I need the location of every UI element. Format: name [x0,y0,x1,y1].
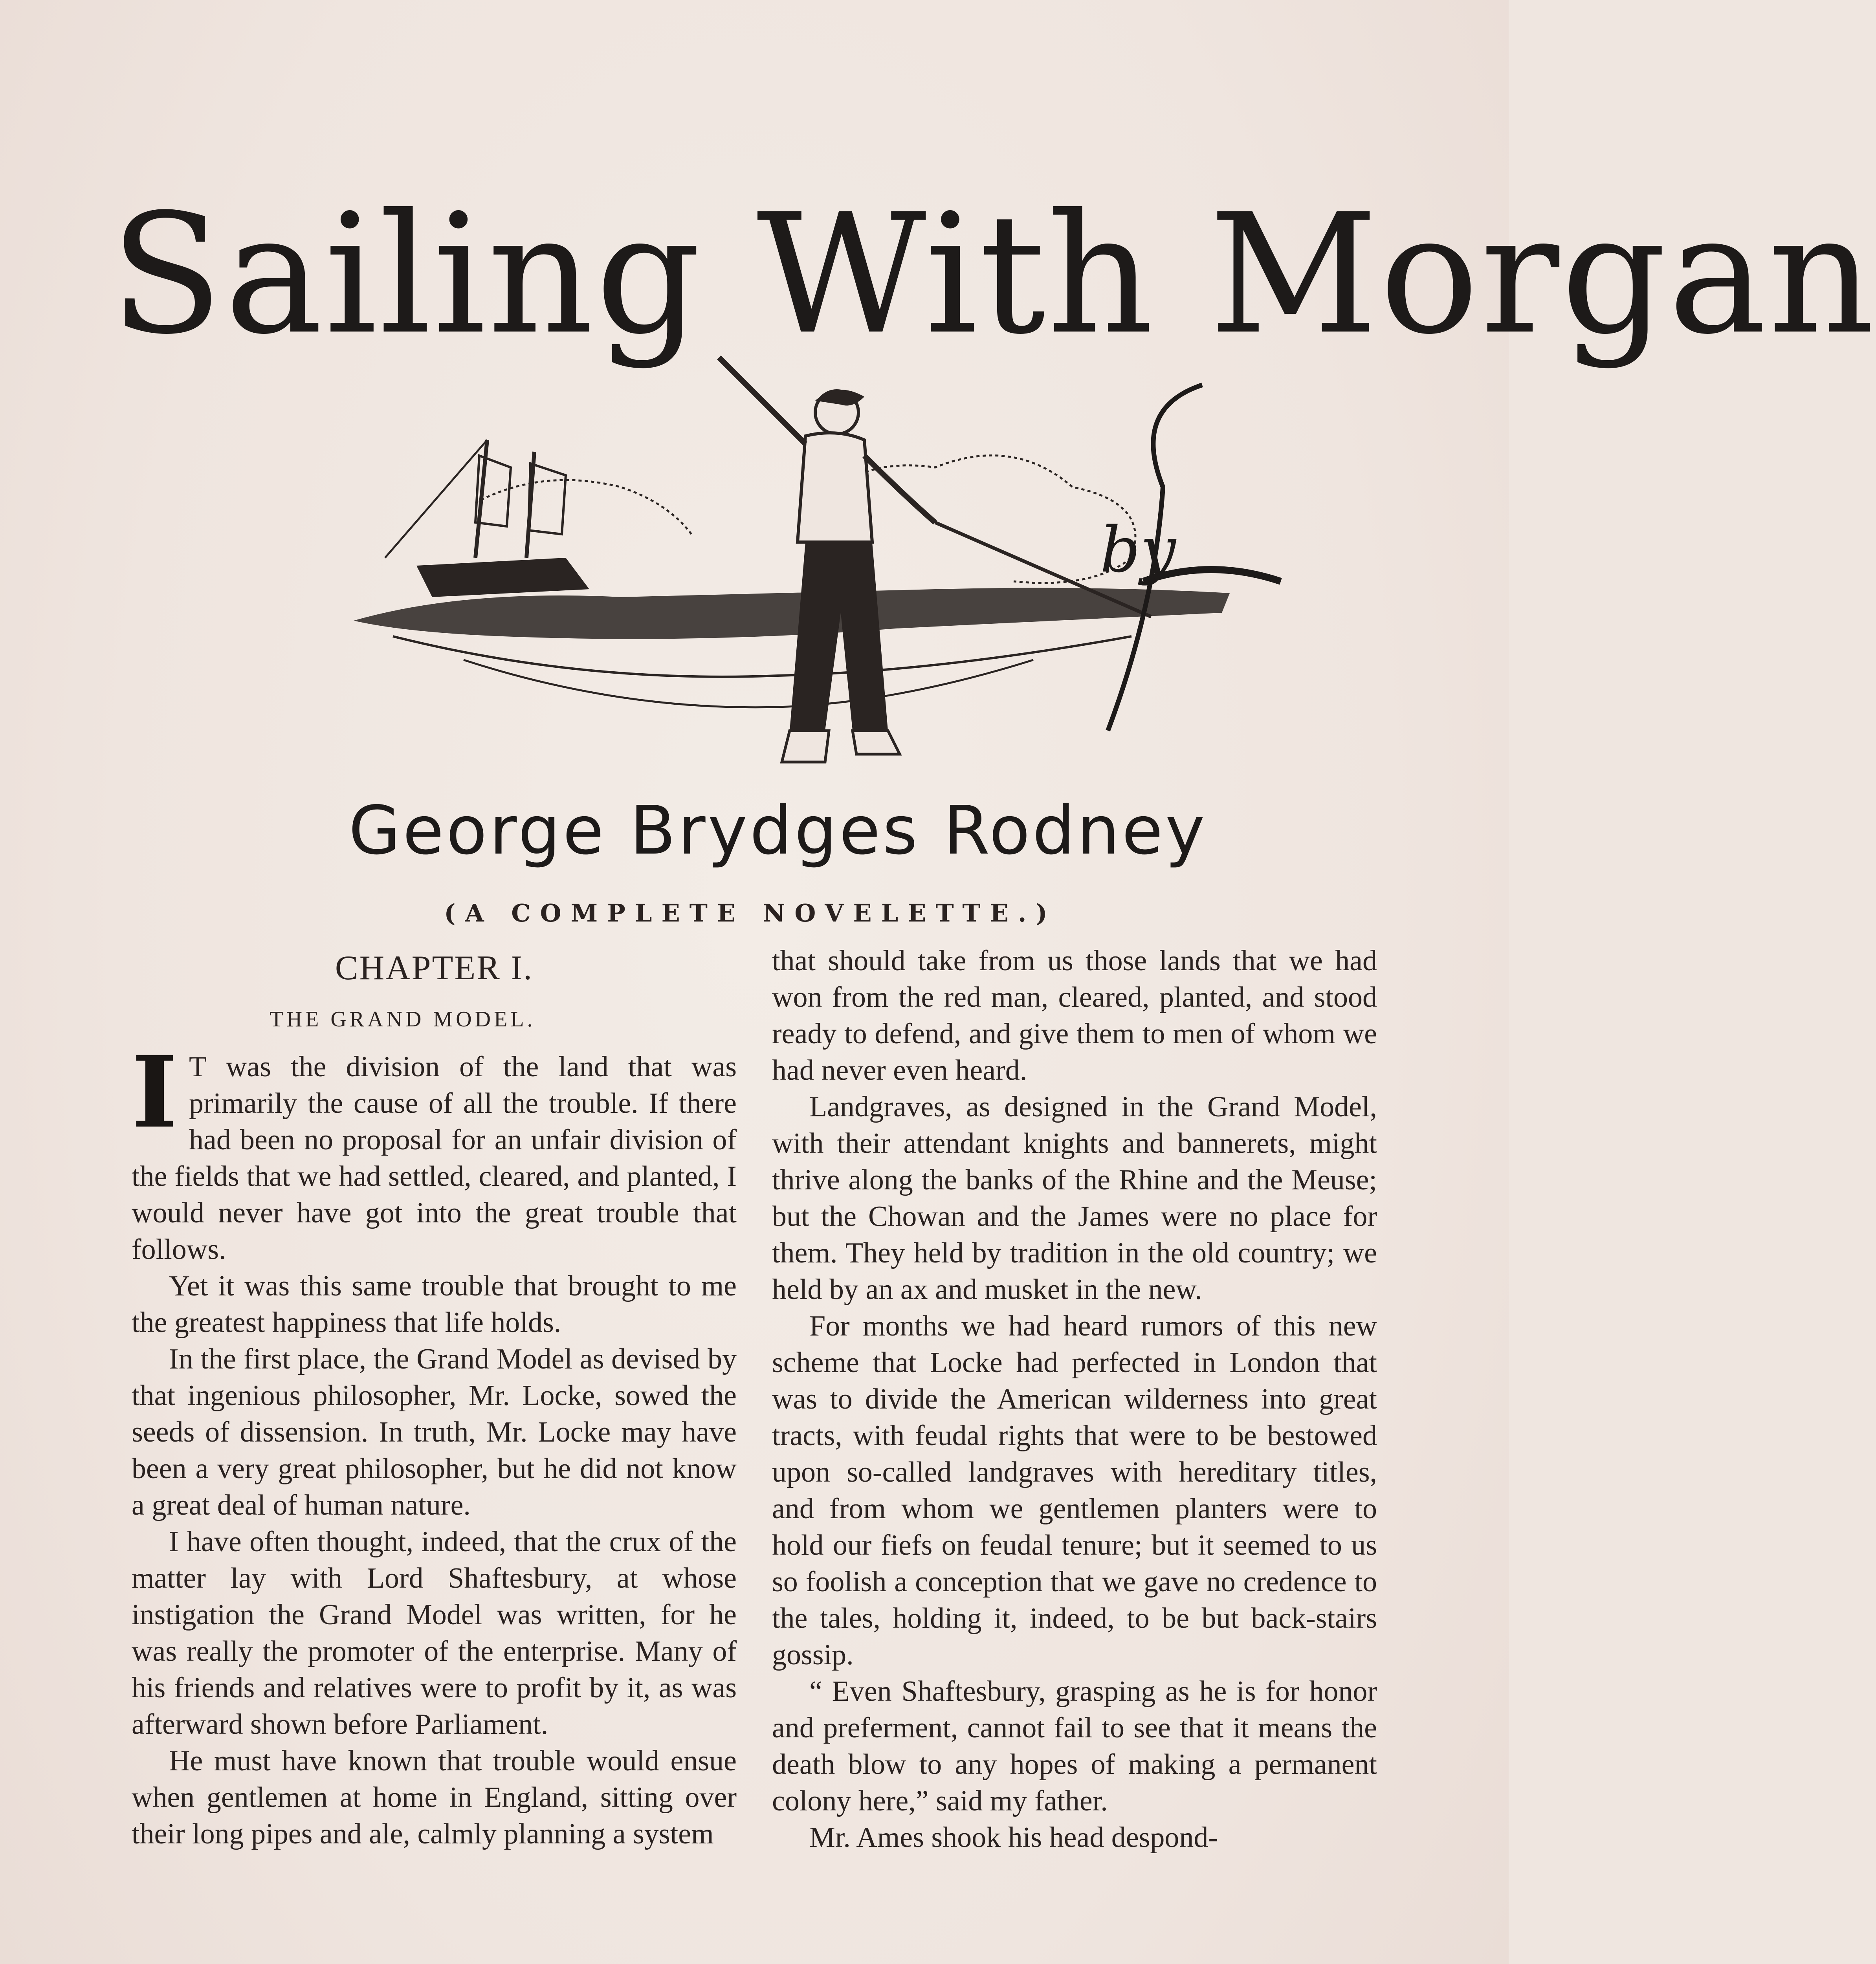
paragraph: “ Even Shaftesbury, grasping as he is for honor and preferment, cannot fail to see that it means the death blow to any hopes of making a permanent colony here,” said my father. [772,1675,1377,1817]
subtitle: (A COMPLETE NOVELETTE.) [444,899,1057,927]
paragraph: He must have known that trouble would ensue when gentlemen at home in England, sitting over their long pipes and ale, calmly planning a system [132,1745,737,1850]
paragraph-continuation: that should take from us those lands that we had won from the red man, cleared, planted, and stood ready to defend, and give them to men of whom we had never even heard. [772,945,1377,1086]
author-name: George Brydges Rodney [348,792,1207,870]
paragraph: In the first place, the Grand Model as devised by that ingenious philosopher, Mr. Locke, sowed the seeds of dissension. In truth, Mr. Locke may have been a very great philosopher, but he did not know a great deal of human nature. [132,1343,737,1521]
paragraph: Mr. Ames shook his head despond- [809,1821,1218,1854]
byline: by [1100,513,1176,586]
first-paragraph [132,1034,737,1268]
paragraph: Landgraves, as designed in the Grand Model, with their attendant knights and bannerets, might thrive along the banks of the Rhine and the Meuse; but the Chowan and the James were no place for them. They held by tradition in the old country; we held by an ax and musket in the new. [772,1091,1377,1306]
paragraph: For months we had heard rumors of this new scheme that Locke had perfected in London that was to divide the American wilderness into great tracts, with feudal rights that were to be bestowed upon so-called landgraves with hereditary titles, and from whom we gentlemen planters were to hold our fiefs on feudal tenure; but it seemed to us so foolish a conception that we gave no credence to the tales, holding it, indeed, to be but back-stairs gossip. [772,1310,1377,1671]
drop-cap: I [132,1034,178,1150]
story-title: Sailing With Morgan [110,179,1876,371]
right-column [772,943,1377,1856]
paragraph: I have often thought, indeed, that the crux of the matter lay with Lord Shaftesbury, at whose instigation the Grand Model was written, for he was really the promoter of the enterprise. Many of his friends and relatives were to profit by it, as was afterward shown before Parliament. [132,1526,737,1740]
chapter-heading: CHAPTER I. [335,949,534,987]
left-column [132,943,737,1852]
first-paragraph-text: T was the division of the land that was primarily the cause of all the trouble. If there had been no proposal for an unfair division of the fields that we had settled, cleared, and planted, I would never have got into the great trouble that follows. [132,1051,737,1266]
chapter-subheading: THE GRAND MODEL. [270,1007,536,1031]
paragraph: Yet it was this same trouble that brought to me the greatest happiness that life holds. [132,1270,737,1339]
